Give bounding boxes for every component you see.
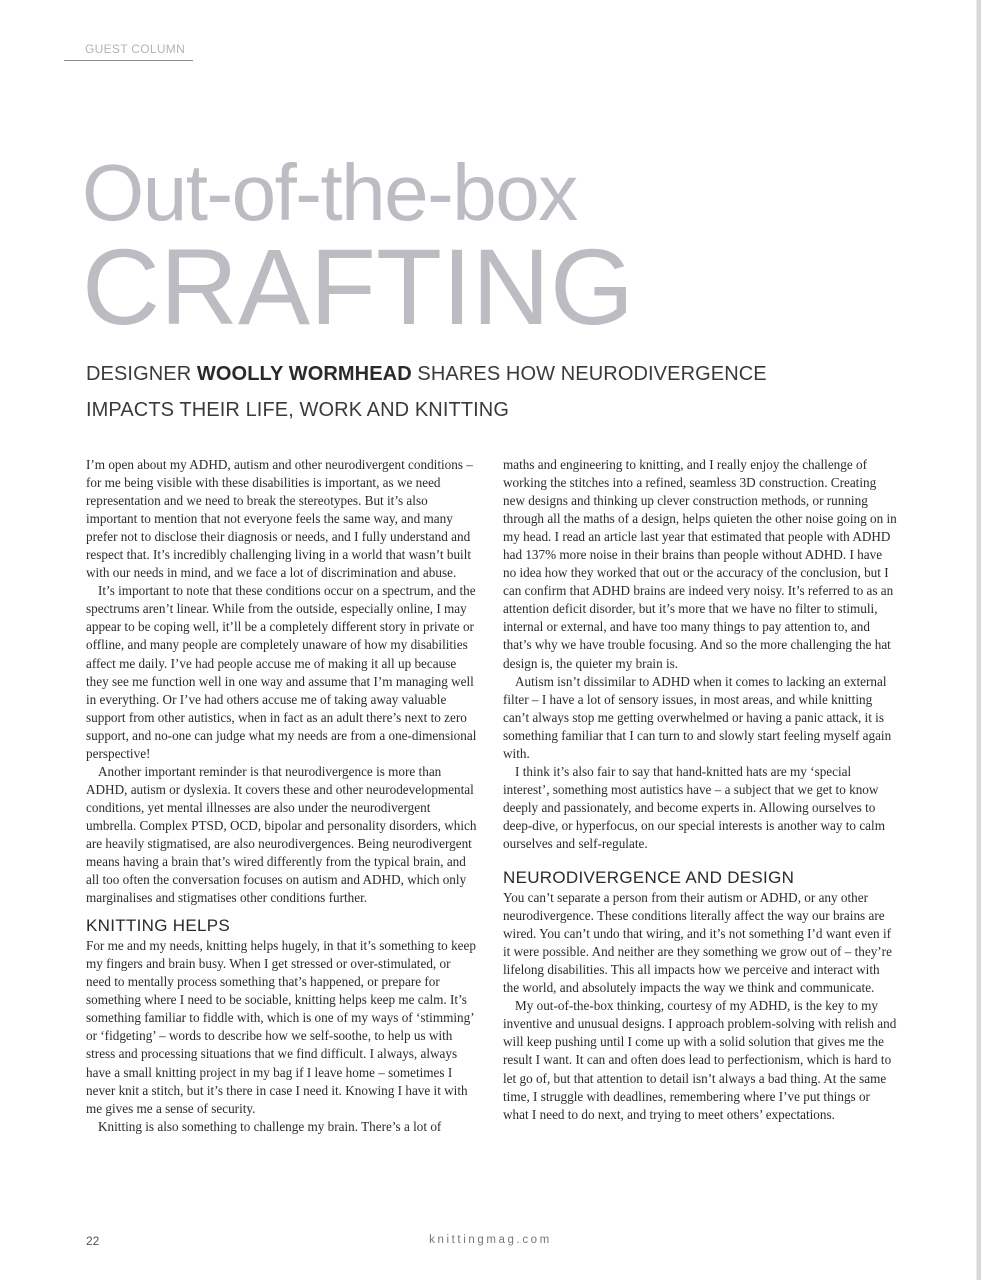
standfirst-pre: DESIGNER: [86, 363, 197, 385]
body-paragraph: Autism isn’t dissimilar to ADHD when it comes to lacking an external filter – I have a lot of sensory issues, in most areas, and while knitting can’t always stop me getting overwhelmed or having a panic attack, it is something familiar that I can turn to and slowly start feeling myself again with.: [503, 673, 892, 761]
standfirst-line1: [86, 356, 846, 392]
body-paragraph: Knitting is also something to challenge my brain. There’s a lot of: [98, 1118, 442, 1134]
section-label: GUEST COLUMN: [64, 40, 193, 61]
page-number: 22: [86, 1234, 100, 1248]
body-paragraph: My out-of-the-box thinking, courtesy of my ADHD, is the key to my inventive and unusual designs. I approach problem-solving with relish and will keep pushing until I come up with a solid solution that gives me the result I want. It can and often does lead to perfectionism, which is hard to let go of, but that attention to detail isn’t always a bad thing. At the same time, I struggle with deadlines, remembering where I’ve put things or what I need to do next, and trying to meet others’ expectations.: [503, 998, 897, 1122]
body-paragraph: I think it’s also fair to say that hand-knitted hats are my ‘special interest’, something most autistics have – a subject that we get to know deeply and passionately, and become experts in. Allowing ourselves to deep-dive, or hyperfocus, on our special interests is another way to calm ourselves and self-regulate.: [503, 763, 885, 851]
body-paragraph: Another important reminder is that neurodivergence is more than ADHD, autism or dyslexia. It covers these and other neurodevelopmental conditions, yet mental illnesses are also under the neurodivergent umbrella. Complex PTSD, OCD, bipolar and personality disorders, which are heavily stigmatised, are also neurodivergences. Being neurodivergent means having a brain that’s wired differently from the typical brain, and all too often the conversation focuses on autism and ADHD, which only marginalises and stigmatises other conditions further.: [86, 763, 477, 906]
author-name: WOOLLY WORMHEAD: [196, 363, 412, 385]
standfirst: [86, 356, 846, 428]
left-column: [86, 456, 478, 1136]
footer-website: knittingmag.com: [429, 1234, 552, 1246]
body-paragraph: For me and my needs, knitting helps hugely, in that it’s something to keep my fingers and brain busy. When I get stressed or over-stimulated, or need to mentally process something that’s happened, or prepare for something where I need to be sociable, knitting helps keep me calm. It’s something familiar to fiddle with, which is one of my ways of ‘stimming’ or ‘fidgeting’ – words to describe how we self-soothe, to help us with stress and processing situations that we find difficult. I always, always have a small knitting project in my bag if I leave home – sometimes I never knit a stitch, but it’s there in case I need it. Knowing I have it with me gives me a sense of security.: [86, 938, 476, 1116]
body-paragraph: I’m open about my ADHD, autism and other neurodivergent conditions – for me being visible with these disabilities is important, as we need representation and we need to break the stereotypes. But it’s also important to mention that not everyone feels the same way, and many prefer not to disclose their diagnosis or needs, and I fully understand and respect that. It’s incredibly challenging living in a world that wasn’t built with our needs in mind, and we face a lot of discrimination and abuse.: [86, 457, 473, 581]
standfirst-post: SHARES HOW NEURODIVERGENCE: [411, 363, 767, 385]
article-title-line1: Out-of-the-box: [82, 148, 577, 237]
page-edge: [977, 0, 981, 1280]
standfirst-line2: IMPACTS THEIR LIFE, WORK AND KNITTING: [86, 399, 509, 421]
body-paragraph: You can’t separate a person from their autism or ADHD, or any other neurodivergence. These conditions literally affect the way our brains are wired. You can’t undo that wiring, and it’s not something I’d want even if it were possible. And neither are they something we grow out of – they’re lifelong disabilities. This all impacts how we perceive and interact with the world, and absolutely impacts the way we think and communicate.: [503, 890, 892, 996]
subheading-neurodivergence-design: NEURODIVERGENCE AND DESIGN: [503, 868, 795, 888]
subheading-knitting-helps: KNITTING HELPS: [86, 916, 231, 936]
body-paragraph: It’s important to note that these conditions occur on a spectrum, and the spectrums aren’t linear. While from the outside, especially online, I may appear to be coping well, it’ll be a completely different story in private or offline, and many people are completely unaware of how my disabilities affect me daily. I’ve had people accuse me of making it all up because they see me function well in one way and assume that I’m managing well in everything. Or I’ve had others accuse me of taking away valuable support from other autistics, when in fact as an adult there’s next to zero support, and no-one can judge what my needs are from a one-dimensional perspective!: [86, 583, 477, 761]
right-column: [503, 456, 897, 1124]
body-paragraph: maths and engineering to knitting, and I really enjoy the challenge of working the stitches into a refined, seamless 3D construction. Creating new designs and thinking up clever construction methods, or running through all the maths of a design, helps quieten the other noise going on in my head. I read an article last year that estimated that people with ADHD had 137% more noise in their brains than people without ADHD. I have no idea how they worked that out or the accuracy of the conclusion, but I can confirm that ADHD brains are indeed very noisy. It’s referred to as an attention deficit disorder, but it’s more that we have no filter to stimuli, internal or external, and have too many things to pay attention to, and that’s why we have trouble focusing. And so the more challenging the hat design is, the quieter my brain is.: [503, 457, 897, 671]
article-title-line2: CRAFTING: [82, 226, 634, 347]
